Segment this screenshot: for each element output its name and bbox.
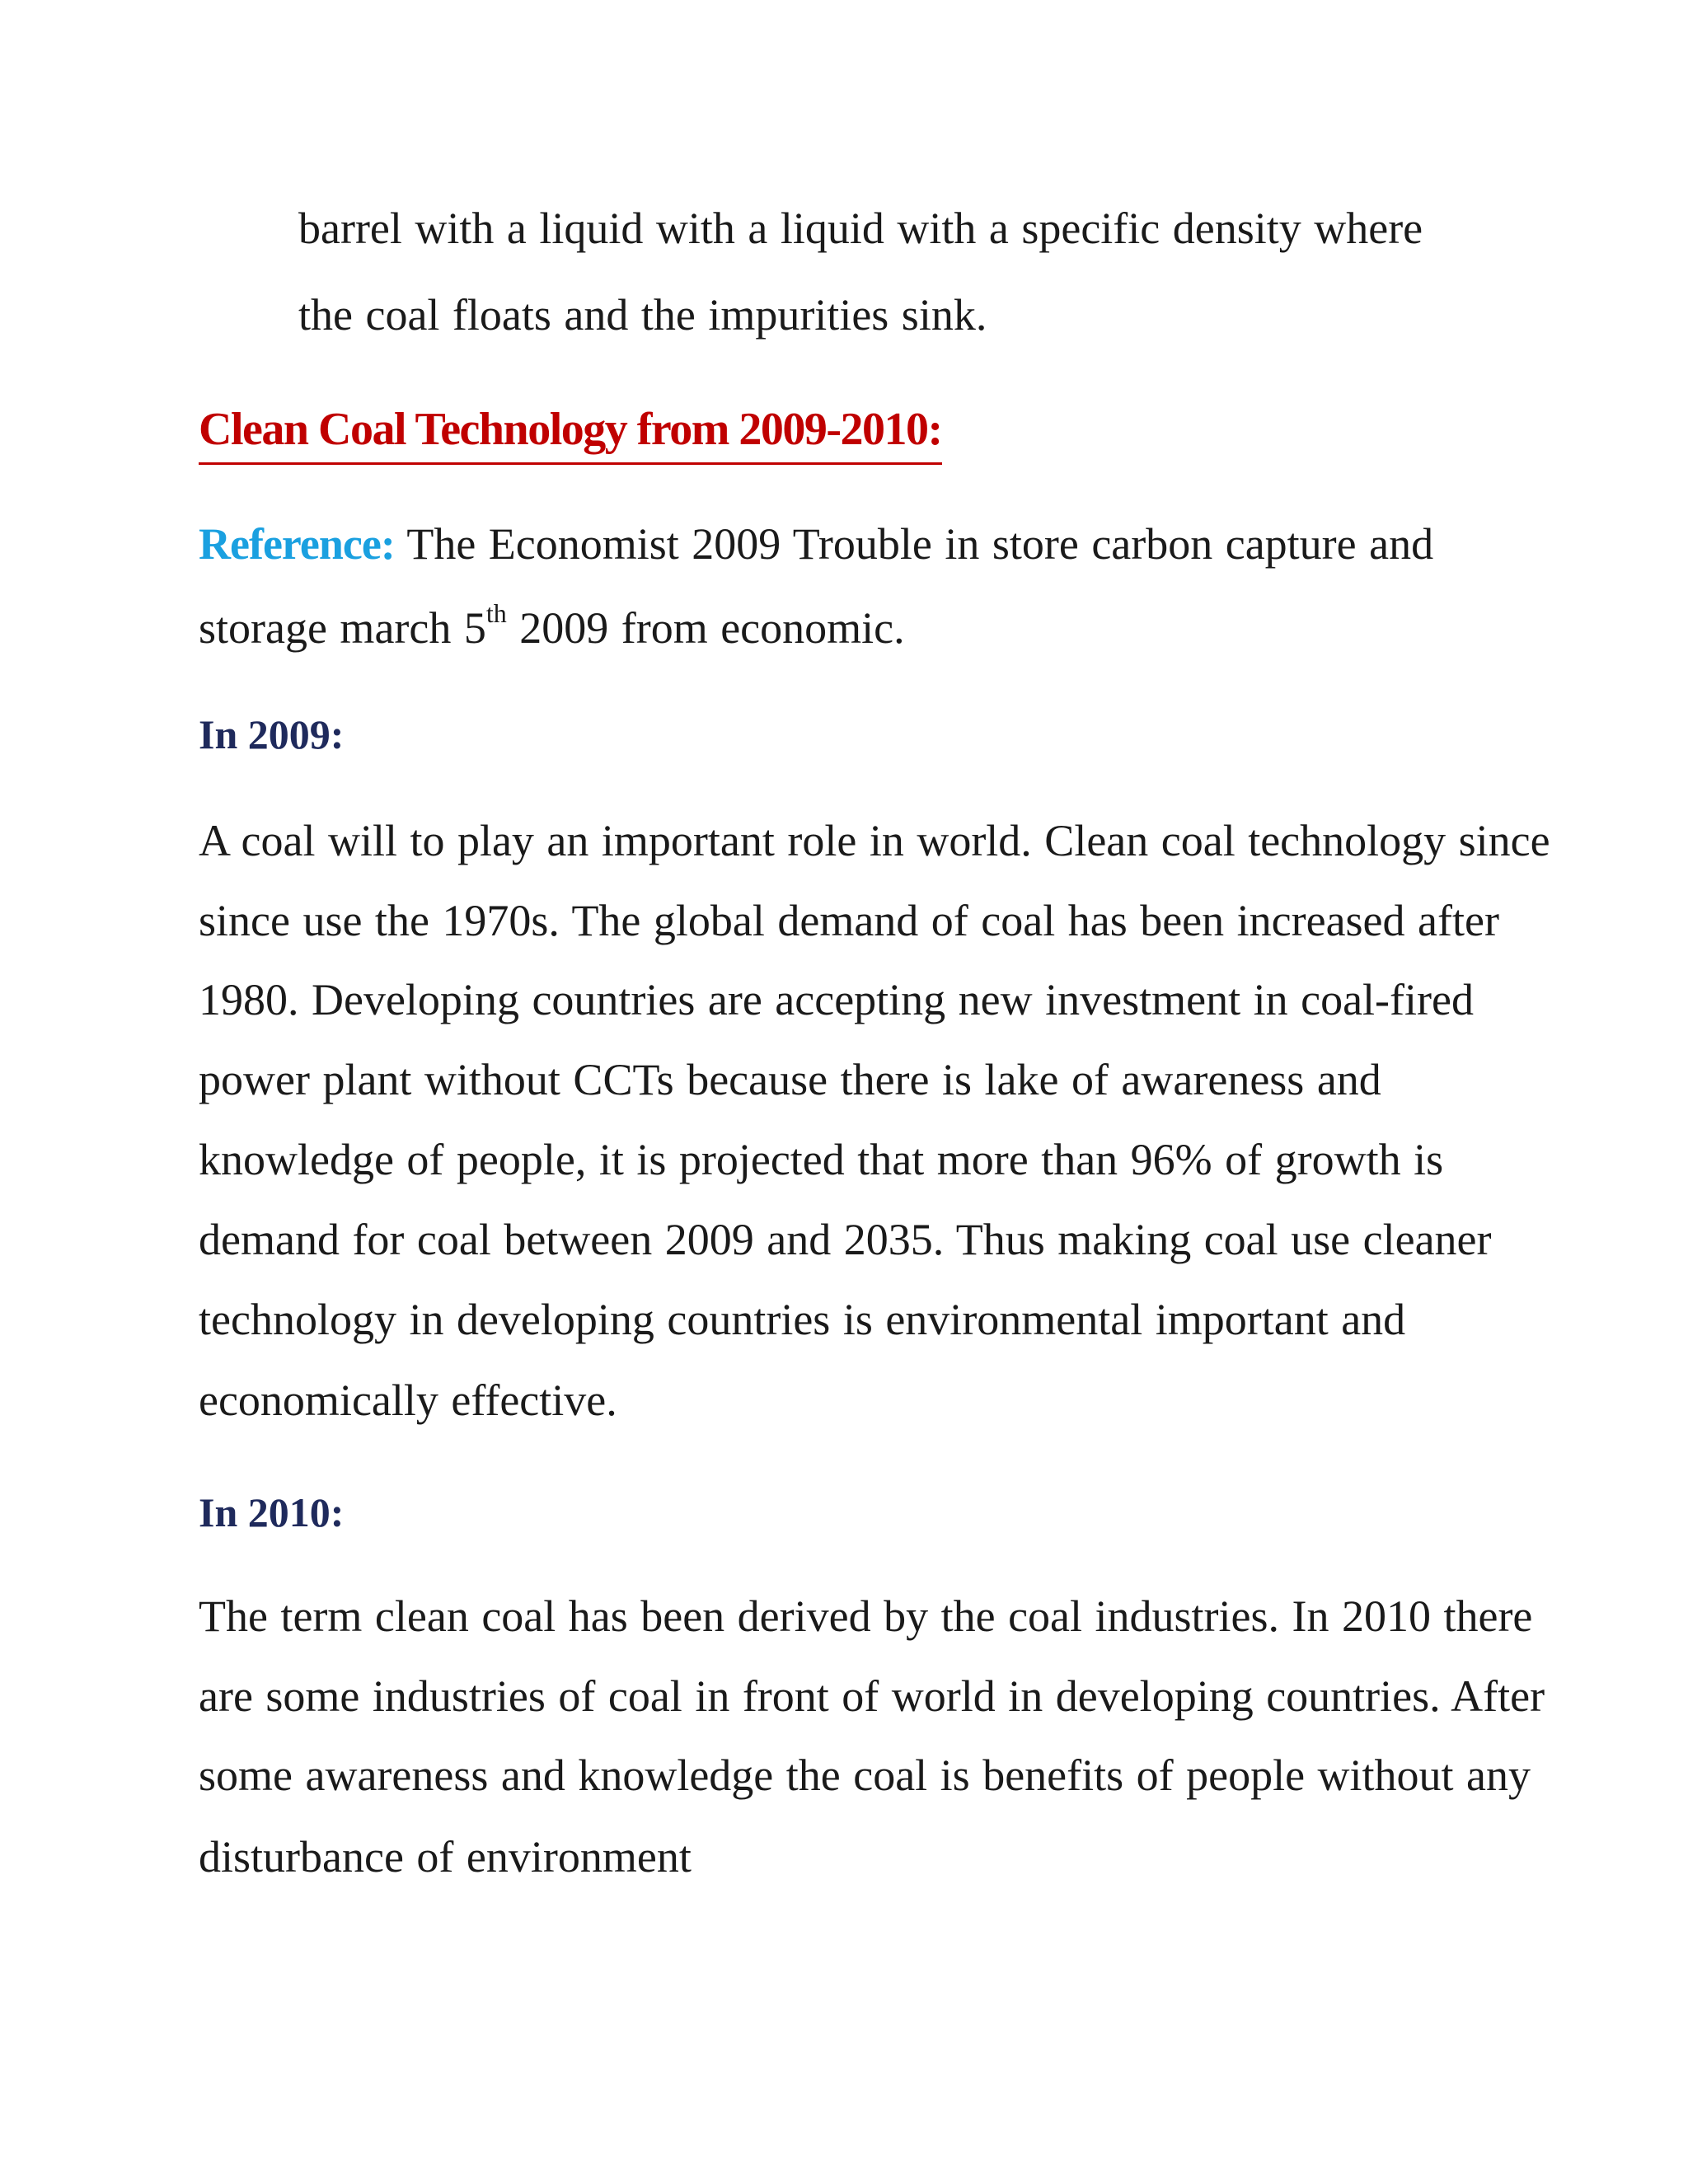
paragraph-2009-line: A coal will to play an important role in world. Clean coal technology since <box>199 816 1550 865</box>
paragraph-2009-line: technology in developing countries is environmental important and <box>199 1295 1406 1344</box>
intro-line-2: the coal floats and the impurities sink. <box>298 290 987 340</box>
paragraph-2009-line: power plant without CCTs because there is lake of awareness and <box>199 1055 1381 1104</box>
reference-label: Reference: <box>199 519 395 569</box>
reference-date-superscript: th <box>485 598 507 628</box>
paragraph-2010-line: some awareness and knowledge the coal is benefits of people without any <box>199 1750 1531 1800</box>
paragraph-2009-line: 1980. Developing countries are accepting new investment in coal-fired <box>199 975 1474 1024</box>
paragraph-2009-line: knowledge of people, it is projected that more than 96% of growth is <box>199 1135 1444 1184</box>
reference-date-pre: storage march 5 <box>199 603 486 653</box>
paragraph-2010-line: disturbance of environment <box>199 1832 692 1882</box>
paragraph-2009-line: demand for coal between 2009 and 2035. Thus making coal use cleaner <box>199 1215 1492 1264</box>
intro-line-1: barrel with a liquid with a liquid with a specific density where <box>298 204 1423 253</box>
section-title: Clean Coal Technology from 2009-2010: <box>199 400 942 465</box>
heading-2010: In 2010: <box>199 1489 345 1535</box>
reference-text: The Economist 2009 Trouble in store carbon capture and <box>394 519 1434 569</box>
paragraph-2009-line: since use the 1970s. The global demand of coal has been increased after <box>199 896 1499 945</box>
reference-date-post: 2009 from economic. <box>506 603 905 653</box>
heading-2009: In 2009: <box>199 711 345 757</box>
reference-line-2 <box>199 599 905 657</box>
reference-line-1 <box>199 515 1433 573</box>
paragraph-2010-line: The term clean coal has been derived by the coal industries. In 2010 there <box>199 1591 1533 1641</box>
paragraph-2009-line: economically effective. <box>199 1376 617 1425</box>
paragraph-2010-line: are some industries of coal in front of world in developing countries. After <box>199 1671 1545 1721</box>
